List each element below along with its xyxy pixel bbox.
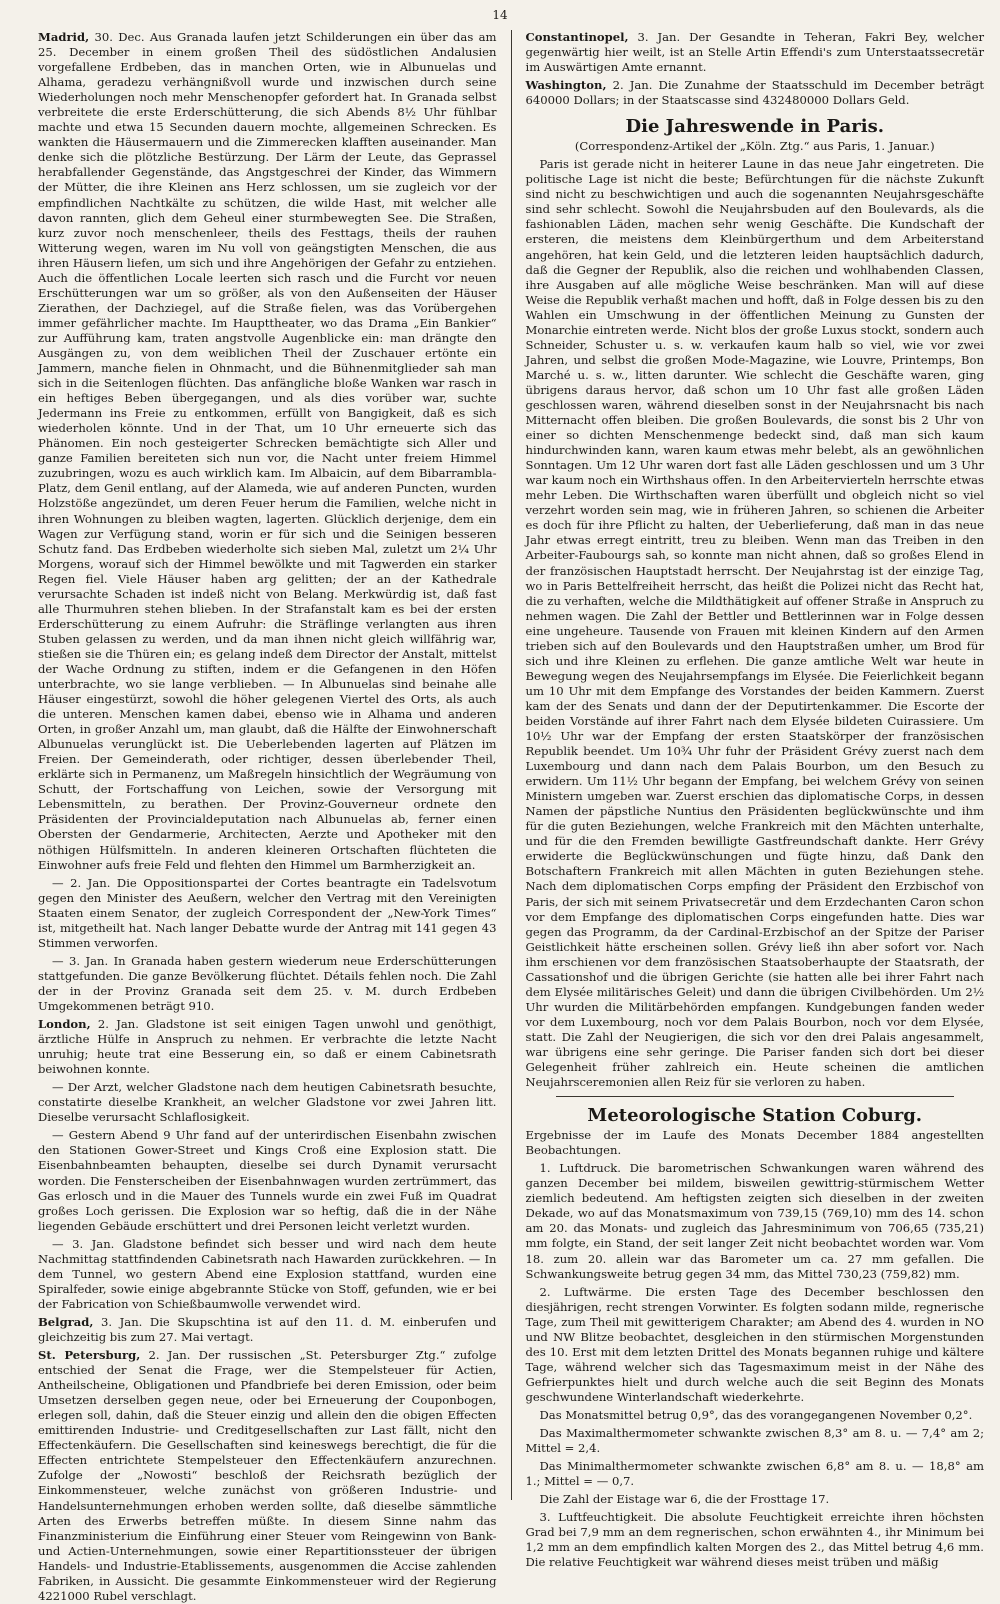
article-belgrad — [38, 1315, 497, 1345]
article-madrid-jan2: — 2. Jan. Die Oppositionspartei der Cortes beantragte ein Tadelsvotum gegen den Minister des Aeußern, welcher den Vertrag mit den Vereinigten Staaten einem Senator, der zugleich Correspondent der „New-York Times“ ist, mitgetheilt hat. Nach langer Debatte wurde der Antrag mit 141 gegen 43 Stimmen verworfen. — [38, 875, 497, 950]
heading-meteorologie: Meteorologische Station Coburg. — [587, 1105, 923, 1127]
article-madrid-jan3: — 3. Jan. In Granada haben gestern wiederum neue Erderschütterungen stattgefunden. Die ganze Bevölkerung flüchtet. Détails fehlen noch. Die Zahl der in der Provinz Granada seit dem 25. v. M. durch Erdbeben Umgekommenen beträgt 910. — [38, 953, 497, 1013]
subheading-paris: (Correspondenz-Artikel der „Köln. Ztg.“ aus Paris, 1. Januar.) — [574, 139, 935, 154]
dateline-petersburg: St. Petersburg, — [38, 1348, 141, 1363]
met-eistage: Die Zahl der Eistage war 6, die der Frosttage 17. — [539, 1492, 830, 1507]
dateline-london: London, — [38, 1017, 91, 1032]
article-madrid — [38, 30, 497, 873]
met-maximal: Das Maximalthermometer schwankte zwischen 8,3° am 8. u. — 7,4° am 2; Mittel = 2,4. — [525, 1426, 984, 1456]
article-washington — [526, 78, 985, 108]
article-london-explosion: — Gestern Abend 9 Uhr fand auf der unterirdischen Eisenbahn zwischen den Stationen Gower-Street und Kings Croß eine Explosion statt. Die Eisenbahnbeamten behaupten, dieselbe sei durch Dynamit verursacht worden. Die Fensterscheiben der Eisenbahnwagen wurden zertrümmert, das Gas erlosch und in die Mauer des Tunnels wurde ein zwei Fuß im Quadrat großes Loch gerissen. Die Explosion war so heftig, daß die in der Nähe liegenden Gebäude erschüttert und drei Personen leicht verletzt wurden. — [38, 1128, 497, 1233]
article-washington-text: 2. Jan. Die Zunahme der Staatsschuld im December beträgt 640000 Dollars; in der Staatscasse sind 432480000 Dollars Geld. — [525, 78, 985, 108]
met-intro: Ergebnisse der im Laufe des Monats December 1884 angestellten Beobachtungen. — [525, 1128, 984, 1158]
column-divider — [511, 30, 512, 1500]
article-london — [38, 1017, 497, 1077]
article-paris: Paris ist gerade nicht in heiterer Laune in das neue Jahr eingetreten. Die politische Lage ist nicht die beste; Befürchtungen für die nächste Zukunft sind nicht zu beschwichtigen und auch die sogenannten Neujahrsgeschäfte sind sehr schlecht. Sowohl die Neujahrsbuden auf den Boulevards, als die fashionablen Läden, machen sehr wenig Geschäfte. Die Kundschaft der ersteren, die meistens dem Kleinbürgerthum und dem Arbeiterstand angehören, hat kein Geld, und die letzteren leiden hauptsächlich dadurch, daß die Gegner der Republik, also die reichen und wohlhabenden Classen, ihre Ausgaben auf alle mögliche Weise beschränken. Man will auf diese Weise die Republik verhaßt machen und hofft, daß in Folge dessen bis zu den Wahlen ein Umschwung in der öffentlichen Meinung zu Gunsten der Monarchie eintreten werde. Nicht blos der große Luxus stockt, sondern auch Schneider, Schuster u. s. w. verkaufen kaum halb so viel, wie vor zwei Jahren, und selbst die großen Mode-Magazine, wie Louvre, Printemps, Bon Marché u. s. w., litten darunter. Wie schlecht die Geschäfte waren, ging übrigens daraus hervor, daß schon um 10 Uhr fast alle großen Läden geschlossen waren, während dieselben sonst in der Neujahrsnacht bis nach Mitternacht offen bleiben. Die großen Boulevards, die sonst bis 2 Uhr von einer so dichten Menschenmenge bedeckt sind, daß man sich kaum hindurchwinden kann, waren kaum etwas mehr belebt, als an gewöhnlichen Sonntagen. Um 12 Uhr waren dort fast alle Läden geschlossen und um 3 Uhr war kaum noch ein Wirthshaus offen. In den Arbeitervierteln herrschte etwas mehr Leben. Die Wirthschaften waren überfüllt und obgleich nicht so viel verzehrt worden sein mag, wie in früheren Jahren, so schienen die Arbeiter es doch für ihre Pflicht zu halten, der Ueberlieferung, daß man in das neue Jahr etwas erregt eintritt, treu zu bleiben. Wenn man das Treiben in den Arbeiter-Faubourgs sah, so konnte man nicht ahnen, daß so großes Elend in der französischen Hauptstadt herrscht. Der Neujahrstag ist der einzige Tag, wo in Paris Bettelfreiheit herrscht, das heißt die Polizei nicht das Recht hat, die zu verhaften, welche die Mildthätigkeit auf offener Straße in Anspruch zu nehmen wagen. Die Zahl der Bettler und Bettlerinnen war in Folge dessen eine ungeheure. Tausende von Frauen mit kleinen Kindern auf den Armen trieben sich auf den Boulevards und den Hauptstraßen umher, um Brod für sich und ihre Kleinen zu erflehen. Die ganze amtliche Welt war heute in Bewegung wegen des Neujahrsempfangs im Elysée. Die Feierlichkeit begann um 10 Uhr mit dem Empfange des Vorstandes der beiden Kammern. Zuerst kam der des Senats und dann der der Deputirtenkammer. Die Escorte der beiden Vorstände auf ihrer Fahrt nach dem Elysée bildeten Cuirassiere. Um 10½ Uhr war der Empfang der ersten Staatskörper der französischen Republik beendet. Um 10¾ Uhr fuhr der Präsident Grévy zuerst nach dem Luxembourg und dann nach dem Palais Bourbon, um den Besuch zu erwidern. Um 11½ Uhr begann der Empfang, bei welchem Grévy von seinen Ministern umgeben war. Zuerst erschien das diplomatische Corps, in dessen Namen der päpstliche Nuntius den Präsidenten beglückwünschte und ihm für die guten Beziehungen, welche Frankreich mit den Mächten unterhalte, und für die den Fremden bewilligte Gastfreundschaft dankte. Herr Grévy erwiderte die Beglückwünschungen und fügte hinzu, daß Dank den Botschaftern Frankreich mit allen Mächten in guten Beziehungen stehe. Nach dem diplomatischen Corps empfing der Präsident den Erzbischof von Paris, der sich mit seinem Privatsecretär und dem Erzdechanten Caron schon vor dem Empfange des diplomatischen Corps eingefunden hatte. Dies war gegen das Programm, da der Cardinal-Erzbischof an der Spitze der Pariser Geistlichkeit hätte erscheinen sollen. Grévy ließ ihn aber sofort vor. Nach ihm erschienen vor dem französischen Staatsoberhaupte der Staatsrath, der Cassationshof und die übrigen Gerichte (sie hatten alle bei ihrer Fahrt nach dem Elysée militärisches Geleit) und dann die übrigen Civilbehörden. Um 2½ Uhr wurden die Militärbehörden empfangen. Kundgebungen fanden weder vor dem Luxembourg, noch vor dem Palais Bourbon, noch vor dem Elysée, statt. Die Zahl der Neugierigen, die sich vor den drei Palais angesammelt, war übrigens eine sehr geringe. Die Pariser fanden sich dort bei dieser Gelegenheit früher zahlreich ein. Heute scheinen die amtlichen Neujahrsceremonien allen Reiz für sie verloren zu haben. — [525, 157, 984, 1090]
section-divider — [556, 1096, 955, 1097]
met-luftwaerme: 2. Luftwärme. Die ersten Tage des December beschlossen den diesjährigen, recht strengen Vorwinter. Es folgten sodann milde, regnerische Tage, zum Theil mit gewitterigem Charakter; am Abend des 4. wurden in NO und NW Blitze beobachtet, desgleichen in den stürmischen Morgenstunden des 10. Erst mit dem letzten Drittel des Monats begannen ruhige und kältere Tage, während welcher sich das Tagesmaximum meist in der Nähe des Gefrierpunktes hielt und durch welche auch die seit Beginn des Monats geschwundene Winterlandschaft wiederkehrte. — [525, 1284, 984, 1404]
article-constantinopel — [526, 30, 985, 75]
met-minimal: Das Minimalthermometer schwankte zwischen 6,8° am 8. u. — 18,8° am 1.; Mittel = — 0,7. — [525, 1459, 984, 1489]
met-monatsmittel: Das Monatsmittel betrug 0,9°, das des vorangegangenen November 0,2°. — [539, 1407, 973, 1422]
heading-paris: Die Jahreswende in Paris. — [625, 116, 884, 138]
met-luftfeuchtigkeit: 3. Luftfeuchtigkeit. Die absolute Feuchtigkeit erreichte ihren höchsten Grad bei 7,9 mm an dem regnerischen, schon erwähnten 4., ihr Minimum bei 1,2 mm an dem empfindlich kalten Morgen des 2., das Mittel betrug 4,6 mm. Die relative Feuchtigkeit war während dieses meist trüben und mäßig — [525, 1510, 984, 1570]
article-petersburg-text: 2. Jan. Der russischen „St. Petersburger Ztg.“ zufolge entschied der Senat die Frage, wer die Stempelsteuer für Actien, Antheilscheine, Obligationen und Pfandbriefe bei deren Emission, oder beim Umsetzen derselben gegen neue, oder bei Erneuerung der Couponbogen, erlegen soll, dahin, daß die Steuer einzig und allein den die obigen Effecten emittirenden Industrie- und Creditgesellschaften zur Last fällt, nicht den Effectenkäufern. Die Gesellschaften sind keineswegs berechtigt, die für die Effecten entrichtete Stempelsteuer den Effectenkäufern anzurechnen. Zufolge der „Nowosti“ beschloß der Reichsrath bezüglich der Einkommensteuer, welche zunächst von größeren Industrie- und Handelsunternehmungen erhoben werden sollte, daß dieselbe sämmtliche Arten des Erwerbs betreffen müßte. In diesem Sinne nahm das Finanzministerium die Einführung einer Steuer vom Reingewinn von Bank- und Actien-Unternehmungen, sowie einer Repartitionssteuer der übrigen Handels- und Industrie-Etablissements, ausgenommen die Accise zahlenden Fabriken, in Aussicht. Die gesammte Einkommensteuer wird der Regierung 4221000 Rubel verschlagt. — [38, 1348, 497, 1603]
dateline-belgrad: Belgrad, — [38, 1314, 94, 1329]
dateline-constantinopel: Constantinopel, — [525, 30, 629, 44]
article-belgrad-text: 3. Jan. Die Skupschtina ist auf den 11. d. M. einberufen und gleichzeitig bis zum 27. Mai vertagt. — [38, 1314, 497, 1344]
right-column — [525, 30, 985, 1570]
article-london-text: 2. Jan. Gladstone ist seit einigen Tagen unwohl und genöthigt, ärztliche Hülfe in Anspruch zu nehmen. Er verbrachte die letzte Nacht unruhig; heute trat eine Besserung ein, so daß er einem Cabinetsrath beiwohnen konnte. — [38, 1017, 497, 1077]
article-london-jan3: — 3. Jan. Gladstone befindet sich besser und wird nach dem heute Nachmittag stattfindenden Cabinetsrath nach Hawarden zurückkehren. — In dem Tunnel, wo gestern Abend eine Explosion stattfand, wurden eine Spiralfeder, sowie einige abgebrannte Stücke von Stoff, gefunden, wie er bei der Fabrication von Schießbaumwolle verwendet wird. — [38, 1236, 497, 1311]
article-london-arzt: — Der Arzt, welcher Gladstone nach dem heutigen Cabinetsrath besuchte, constatirte dieselbe Krankheit, an welcher Gladstone vor zwei Jahren litt. Dieselbe verursacht Schlaflosigkeit. — [38, 1080, 497, 1125]
dateline-washington: Washington, — [525, 78, 607, 93]
columns — [38, 30, 985, 1603]
left-column — [38, 30, 497, 1603]
page-number: 14 — [492, 8, 508, 22]
met-luftdruck: 1. Luftdruck. Die barometrischen Schwankungen waren während des ganzen December bei mildem, bisweilen gewittrig-stürmischem Wetter ziemlich bedeutend. Am heftigsten zeigten sich dieselben in der zweiten Dekade, wo auf das Monatsmaximum von 739,15 (769,10) mm des 14. schon am 20. das Monats- und zugleich das Jahresminimum von 706,65 (735,21) mm folgte, ein Stand, der seit langer Zeit nicht beobachtet worden war. Vom 18. zum 20. allein war das Barometer um ca. 27 mm gefallen. Die Schwankungsweite betrug gegen 34 mm, das Mittel 730,23 (759,82) mm. — [525, 1161, 984, 1281]
dateline-madrid: Madrid, — [38, 30, 90, 44]
article-petersburg — [38, 1348, 497, 1604]
article-constantinopel-text: 3. Jan. Der Gesandte in Teheran, Fakri Bey, welcher gegenwärtig hier weilt, ist an Stelle Artin Effendi's zum Unterstaatssecretär im Auswärtigen Amte ernannt. — [525, 30, 984, 75]
article-madrid-text: 30. Dec. Aus Granada laufen jetzt Schilderungen ein über das am 25. December in einem großen Theil des südöstlichen Andalusien vorgefallene Erdbeben, das in manchen Orten, wie in Albunuelas und Alhama, geradezu verhängnißvoll wurde und inzwischen durch seine Wiederholungen noch mehr Menschenopfer gefordert hat. In Granada selbst verbreitete die erste Erderschütterung, die sich Abends 8½ Uhr fühlbar machte und etwa 15 Secunden dauern mochte, allgemeinen Schrecken. Es wankten die Häusermauern und die Zimmerecken klafften auseinander. Man denke sich die plötzliche Bestürzung. Der Lärm der Leute, das Geprassel herabfallender Gegenstände, das Angstgeschrei der Kinder, das Wimmern der Mütter, die ihre Kleinen ans Herz schlossen, um sie zugleich vor der empfindlichen Nachtkälte zu schützen, die wilde Hast, mit welcher alle davon rannten, glich dem Geheul einer sturmbewegten See. Die Straßen, kurz zuvor noch menschenleer, theils des Festtags, theils der rauhen Witterung wegen, waren im Nu voll von geängstigten Menschen, die aus ihren Häusern liefen, um sich und ihre Angehörigen der Gefahr zu entziehen. Auch die öffentlichen Locale leerten sich rasch und die Furcht vor neuen Erschütterungen war um so größer, als von den Außenseiten der Häuser Zierathen, der Dachziegel, auf die Straße fielen, was das Vorübergehen immer gefährlicher machte. Im Haupttheater, wo das Drama „Ein Bankier“ zur Aufführung kam, traten angstvolle Augenblicke ein: man drängte den Ausgängen zu, von dem weiblichen Theil der Zuschauer ertönte ein Jammern, manche fielen in Ohnmacht, und die Bühnenmitglieder sah man sich in die Seitenlogen flüchten. Das anfängliche bloße Wanken war rasch in ein heftiges Beben übergegangen, und als dies vorüber war, suchte Jedermann ins Freie zu entkommen, erfüllt von Bangigkeit, daß es sich wiederholen könnte. Und in der That, um 10 Uhr erneuerte sich das Phänomen. Ein noch gesteigerter Schrecken bemächtigte sich Aller und ganze Familien bereiteten sich nun vor, die Nacht unter freiem Himmel zuzubringen, wozu es auch wirklich kam. Im Albaicin, auf dem Bibarrambla-Platz, dem Genil entlang, auf der Alameda, wie auf anderen Puncten, wurden Holzstöße angezündet, um deren Feuer herum die Familien, welche nicht in ihren Wohnungen zu bleiben wagten, lagerten. Glücklich derjenige, dem ein Wagen zur Verfügung stand, worin er für sich und die Seinigen besseren Schutz fand. Das Erdbeben wiederholte sich sieben Mal, zuletzt um 2¼ Uhr Morgens, worauf sich der Himmel bewölkte und mit Tagwerden ein starker Regen fiel. Viele Häuser haben arg gelitten; der an der Kathedrale verursachte Schaden ist indeß nicht von Belang. Merkwürdig ist, daß fast alle Thurmuhren stehen blieben. In der Strafanstalt kam es bei der ersten Erderschütterung zu einem Aufruhr: die Sträflinge verlangten aus ihren Stuben gelassen zu werden, und da man ihnen nicht gleich willfährig war, stießen sie die Thüren ein; es gelang indeß dem Director der Anstalt, mittelst der Wache Ordnung zu stiften, indem er die Gefangenen in den Höfen unterbrachte, wo sie lange verblieben. — In Albunuelas sind beinahe alle Häuser eingestürzt, sowohl die höher gelegenen Viertel des Orts, als auch die unteren. Menschen kamen dabei, ebenso wie in Alhama und anderen Orten, in großer Anzahl um, man glaubt, daß die Hälfte der Einwohnerschaft Albunuelas verunglückt ist. Die Ueberlebenden lagerten auf Plätzen im Freien. Der Gemeinderath, oder richtiger, dessen überlebender Theil, erklärte sich in Permanenz, um Maßregeln hinsichtlich der Wegräumung von Schutt, der Fortschaffung von Leichen, sowie der Versorgung mit Lebensmitteln, zu berathen. Der Provinz-Gouverneur ordnete den Präsidenten der Provincialdeputation nach Albunuelas ab, ferner einen Obersten der Gendarmerie, Architecten, Aerzte und Apotheker mit den nöthigen Hülfsmitteln. In anderen kleineren Ortschaften flüchteten die Einwohner aufs freie Feld und flehten den Himmel um Barmherzigkeit an. — [38, 30, 497, 872]
